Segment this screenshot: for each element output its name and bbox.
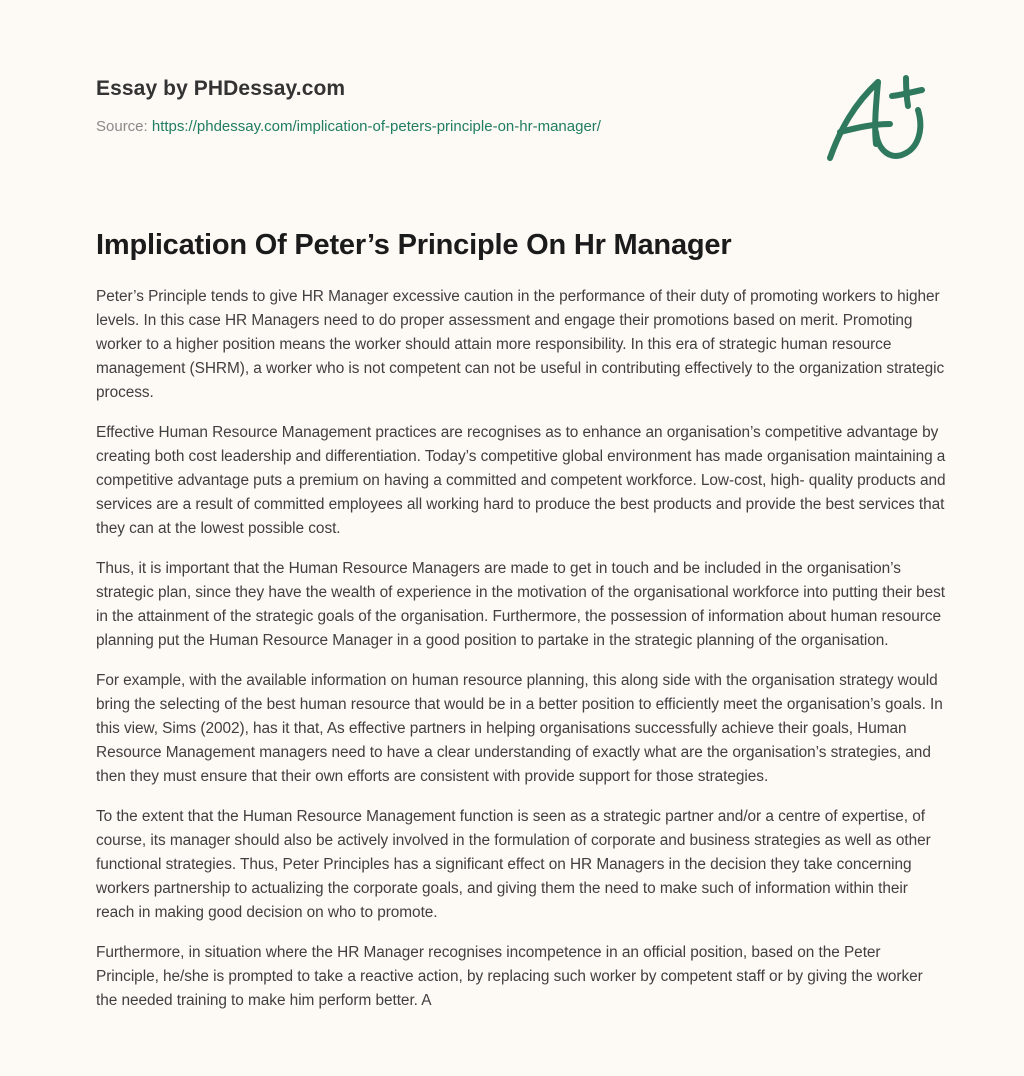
essay-paragraph: Effective Human Resource Management practices are recognises as to enhance an organisation’s competitive advantage by creating both cost leadership and differentiation. Today’s competitive global environment has made organisation maintaining a competitive advantage puts a premium on having a committed and competent workforce. Low-cost, high- quality products and services are a result of committed employees all working hard to produce the best products and provide the best services that they can at the lowest possible cost. (96, 424, 946, 537)
a-plus-grade-icon (820, 68, 930, 164)
page-header (96, 74, 816, 137)
source-line (96, 117, 816, 137)
essay-paragraph: Furthermore, in situation where the HR Manager recognises incompetence in an official position, based on the Peter Principle, he/she is prompted to take a reactive action, by replacing such worker by competent staff or by giving the worker the needed training to make him perform better. A (96, 944, 923, 1009)
essay-paragraph: To the extent that the Human Resource Management function is seen as a strategic partner and/or a centre of expertise, of course, its manager should also be actively involved in the formulation of corporate and business strategies as well as other functional strategies. Thus, Peter Principles has a significant effect on HR Managers in the decision they take concerning workers partnership to actualizing the corporate goals, and giving them the need to make such of information within their reach in making good decision on who to promote. (96, 808, 931, 921)
essay-paragraph: Peter’s Principle tends to give HR Manager excessive caution in the performance of their duty of promoting workers to higher levels. In this case HR Managers need to do proper assessment and engage their promotions based on merit. Promoting worker to a higher position means the worker should attain more responsibility. In this era of strategic human resource management (SHRM), a worker who is not competent can not be useful in contributing effectively to the organization strategic process. (96, 288, 945, 401)
source-link[interactable]: https://phdessay.com/implication-of-peters-principle-on-hr-manager/ (151, 118, 601, 135)
site-title: Essay by PHDessay.com (96, 77, 346, 100)
source-label: Source: (96, 118, 152, 135)
essay-title: Implication Of Peter’s Principle On Hr Manager (96, 229, 732, 261)
essay-body (96, 285, 946, 1029)
essay-paragraph: For example, with the available information on human resource planning, this along side with the organisation strategy would bring the selecting of the best human resource that would be in a better position to efficiently meet the organisation’s goals. In this view, Sims (2002), has it that, As effective partners in helping organisations successfully achieve their goals, Human Resource Management managers need to have a clear understanding of exactly what are the organisation’s strategies, and then they must ensure that their own efforts are consistent with provide support for those strategies. (96, 672, 943, 785)
essay-paragraph: Thus, it is important that the Human Resource Managers are made to get in touch and be included in the organisation’s strategic plan, since they have the wealth of experience in the motivation of the organisational workforce into putting their best in the attainment of the strategic goals of the organisation. Furthermore, the possession of information about human resource planning put the Human Resource Manager in a good position to partake in the strategic planning of the organisation. (96, 560, 946, 649)
